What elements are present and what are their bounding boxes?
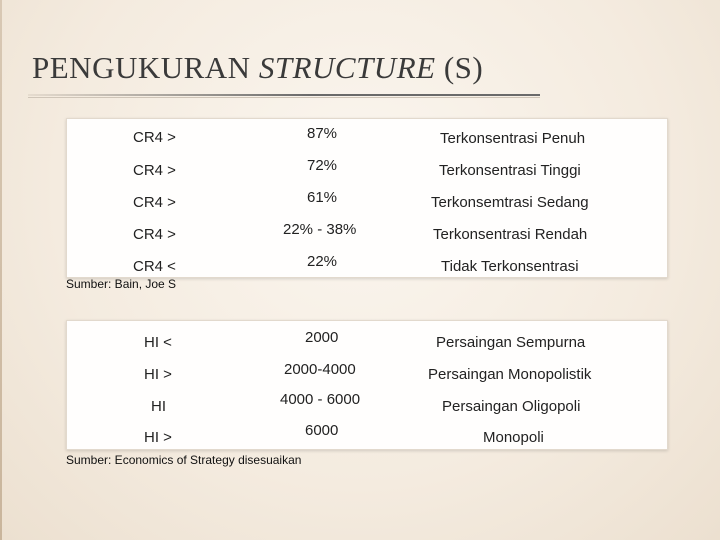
title-underline-thin xyxy=(28,97,540,98)
cr4-row5-category: Tidak Terkonsentrasi xyxy=(441,258,579,275)
cr4-row3-measure: CR4 > xyxy=(133,194,176,211)
hi-row1-category: Persaingan Sempurna xyxy=(436,334,586,351)
hi-source-note: Sumber: Economics of Strategy disesuaikan xyxy=(66,453,302,467)
hi-row2-measure: HI > xyxy=(144,366,172,383)
title-tail-text: (S) xyxy=(435,50,484,85)
cr4-row5-measure: CR4 < xyxy=(133,258,176,275)
hi-row2-value: 2000-4000 xyxy=(284,361,356,378)
cr4-row3-value: 61% xyxy=(307,189,338,206)
cr4-row2-value: 72% xyxy=(307,157,338,174)
cr4-row1-value: 87% xyxy=(307,125,338,142)
hi-row3-value: 4000 - 6000 xyxy=(280,391,361,408)
hi-row3-category: Persaingan Oligopoli xyxy=(442,398,581,415)
cr4-row1-category: Terkonsentrasi Penuh xyxy=(440,130,586,147)
title-underline xyxy=(28,94,540,96)
title-main-text: PENGUKURAN xyxy=(32,50,259,85)
hi-row4-category: Monopoli xyxy=(483,429,544,446)
hi-row1-measure: HI < xyxy=(144,334,172,351)
cr4-row3-category: Terkonsemtrasi Sedang xyxy=(431,194,589,211)
hi-row4-value: 6000 xyxy=(305,422,339,439)
cr4-row4-measure: CR4 > xyxy=(133,226,176,243)
left-decorative-line xyxy=(0,0,2,540)
hi-row4-measure: HI > xyxy=(144,429,172,446)
hi-row3-measure: HI xyxy=(151,398,166,415)
cr4-row2-category: Terkonsentrasi Tinggi xyxy=(439,162,581,179)
hi-row2-category: Persaingan Monopolistik xyxy=(428,366,592,383)
cr4-row4-category: Terkonsentrasi Rendah xyxy=(433,226,588,243)
cr4-source-note: Sumber: Bain, Joe S xyxy=(66,277,177,291)
cr4-row4-value: 22% - 38% xyxy=(283,221,357,238)
hi-row1-value: 2000 xyxy=(305,329,339,346)
title-italic-text: STRUCTURE xyxy=(258,50,436,85)
cr4-row1-measure: CR4 > xyxy=(133,129,176,146)
slide-title xyxy=(32,50,483,86)
cr4-row5-value: 22% xyxy=(307,253,338,270)
cr4-row2-measure: CR4 > xyxy=(133,162,176,179)
